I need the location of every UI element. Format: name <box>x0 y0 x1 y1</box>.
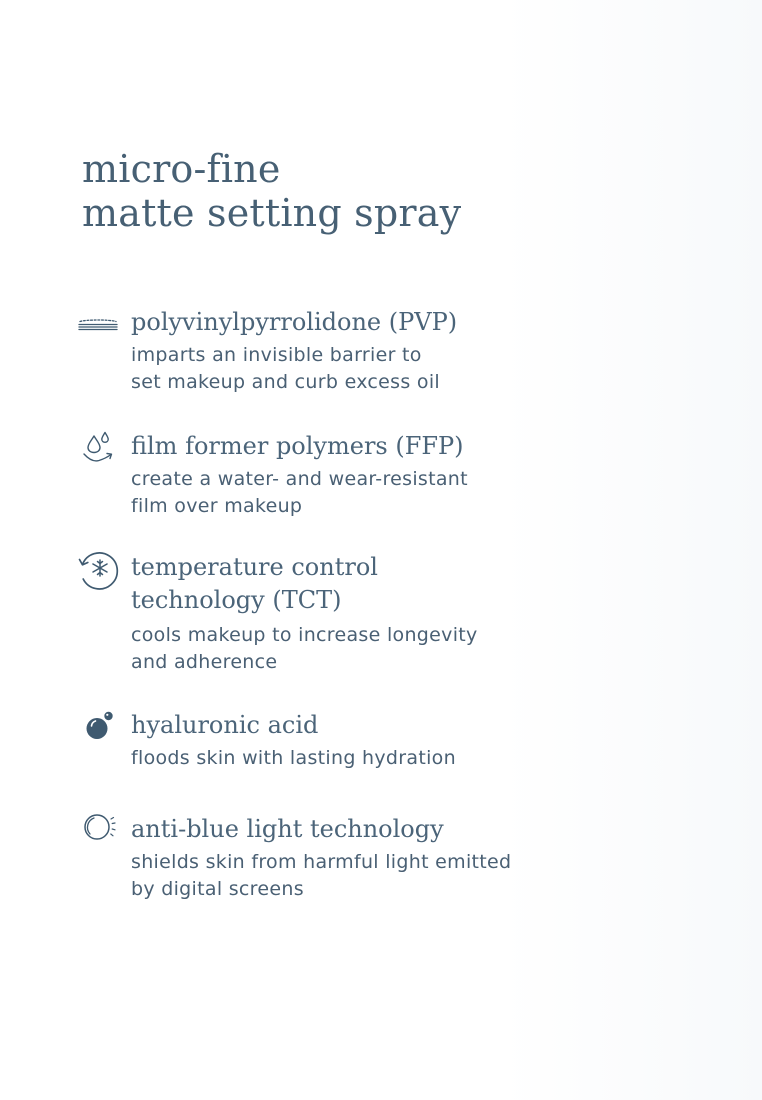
description-line: set makeup and curb excess oil <box>131 371 440 393</box>
hydration-drop-icon <box>76 709 120 753</box>
description-line: create a water- and wear-resistant <box>131 468 468 490</box>
feature-name: hyaluronic acid <box>131 711 319 739</box>
feature-description <box>131 342 440 396</box>
light-shield-icon <box>76 813 120 857</box>
feature-description <box>131 622 478 676</box>
description-line: by digital screens <box>131 878 304 900</box>
snowflake-refresh-icon <box>76 551 120 595</box>
title-line-2: matte setting spray <box>82 191 462 235</box>
film-layer-icon <box>76 306 120 350</box>
feature-name <box>131 551 378 617</box>
feature-description <box>131 849 511 903</box>
feature-name-line: technology (TCT) <box>131 586 342 614</box>
page-title <box>82 147 461 235</box>
description-line: floods skin with lasting hydration <box>131 747 456 769</box>
description-line: imparts an invisible barrier to <box>131 344 422 366</box>
feature-name: polyvinylpyrrolidone (PVP) <box>131 308 458 336</box>
description-line: film over makeup <box>131 495 303 517</box>
description-line: shields skin from harmful light emitted <box>131 851 512 873</box>
water-droplets-icon <box>76 430 120 474</box>
feature-name-line: temperature control <box>131 553 378 581</box>
feature-description <box>131 745 456 772</box>
description-line: cools makeup to increase longevity <box>131 624 478 646</box>
feature-name: anti-blue light technology <box>131 815 444 843</box>
feature-description <box>131 466 468 520</box>
title-line-1: micro-fine <box>82 147 281 191</box>
description-line: and adherence <box>131 651 278 673</box>
feature-name: film former polymers (FFP) <box>131 432 464 460</box>
